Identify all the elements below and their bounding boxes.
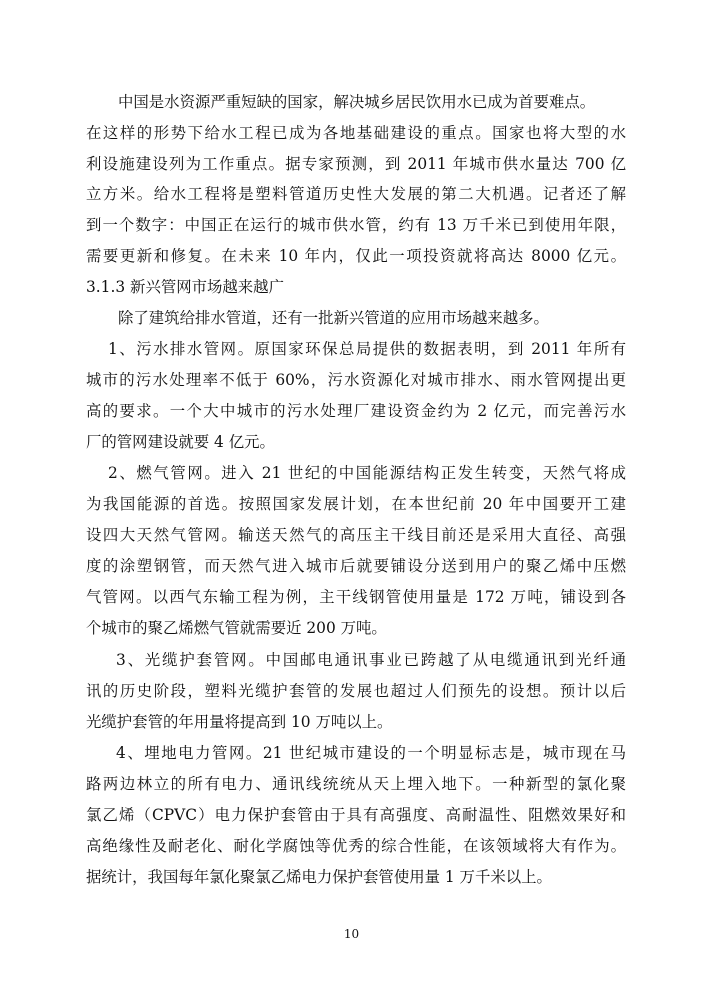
text-line-4: 立方米。给水工程将是塑料管道历史性大发展的第二大机遇。记者还了解: [86, 185, 626, 203]
text-line-3: 利设施建设列为工作重点。据专家预测，到 2011 年城市供水量达 700 亿: [86, 155, 626, 173]
text-line-10: 城市的污水处理率不低于 60%，污水资源化对城市排水、雨水管网提出更: [86, 371, 626, 389]
text-line-24: 氯乙烯（CPVC）电力保护套管由于具有高强度、高耐温性、阻燃效果好和: [86, 806, 626, 824]
text-line-18: 个城市的聚乙烯燃气管就需要近 200 万吨。: [86, 619, 387, 637]
page-number: 10: [343, 927, 360, 941]
text-line-9: 1、污水排水管网。原国家环保总局提供的数据表明，到 2011 年所有: [108, 340, 626, 358]
text-line-26: 据统计，我国每年氯化聚氯乙烯电力保护套管使用量 1 万千米以上。: [86, 868, 552, 886]
text-line-1: 中国是水资源严重短缺的国家，解决城乡居民饮用水已成为首要难点。: [118, 93, 596, 111]
text-line-14: 为我国能源的首选。按照国家发展计划，在本世纪前 20 年中国要开工建: [86, 495, 626, 513]
text-line-25: 高绝缘性及耐老化、耐化学腐蚀等优秀的综合性能，在该领域将大有作为。: [86, 837, 626, 855]
text-line-11: 高的要求。一个大中城市的污水处理厂建设资金约为 2 亿元，而完善污水: [86, 402, 626, 420]
text-line-12: 厂的管网建设就要 4 亿元。: [86, 433, 275, 451]
text-line-5: 到一个数字：中国正在运行的城市供水管，约有 13 万千米已到使用年限，: [86, 216, 626, 234]
text-line-21: 光缆护套管的年用量将提高到 10 万吨以上。: [86, 713, 393, 731]
text-line-17: 气管网。以西气东输工程为例，主干线钢管使用量是 172 万吨，铺设到各: [86, 588, 626, 606]
text-line-15: 设四大天然气管网。输送天然气的高压主干线目前还是采用大直径、高强: [86, 526, 626, 544]
text-line-20: 讯的历史阶段，塑料光缆护套管的发展也超过人们预先的设想。预计以后: [86, 682, 626, 700]
text-line-8: 除了建筑给排水管道，还有一批新兴管道的应用市场越来越多。: [118, 309, 549, 327]
text-line-23: 路两边林立的所有电力、通讯线统统从天上埋入地下。一种新型的氯化聚: [86, 775, 626, 793]
text-line-22: 4、埋地电力管网。21 世纪城市建设的一个明显标志是，城市现在马: [116, 744, 626, 762]
text-line-13: 2、燃气管网。进入 21 世纪的中国能源结构正发生转变，天然气将成: [108, 464, 626, 482]
text-line-6: 需要更新和修复。在未来 10 年内，仅此一项投资就将高达 8000 亿元。: [86, 247, 626, 265]
text-line-16: 度的涂塑钢管，而天然气进入城市后就要铺设分送到用户的聚乙烯中压燃: [86, 557, 626, 575]
text-line-19: 3、光缆护套管网。中国邮电通讯事业已跨越了从电缆通讯到光纤通: [116, 651, 626, 669]
section-heading: 3.1.3 新兴管网市场越来越广: [86, 278, 284, 296]
text-line-2: 在这样的形势下给水工程已成为各地基础建设的重点。国家也将大型的水: [86, 124, 626, 142]
